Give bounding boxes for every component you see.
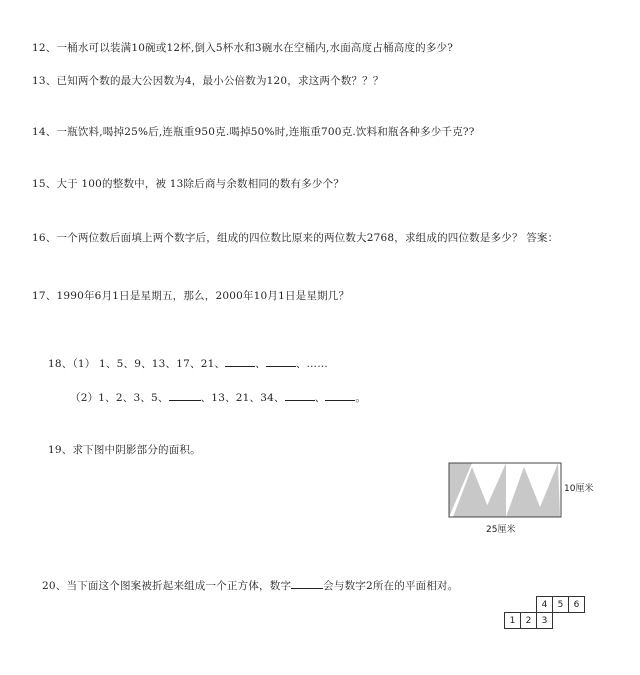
q18-2-sep: 、	[314, 392, 326, 404]
question-16: 16、一个两位数后面填上两个数字后，组成的四位数比原来的两位数大2768，求组成的四位数是多少？ 答案：	[32, 232, 559, 244]
answer-blank[interactable]	[325, 391, 355, 401]
net-cell-1: 1	[504, 612, 521, 629]
net-cell-2: 2	[520, 612, 537, 629]
answer-blank[interactable]	[291, 579, 323, 589]
answer-blank[interactable]	[285, 391, 315, 401]
answer-blank[interactable]	[225, 357, 255, 367]
q20-prefix: 20、当下面这个图案被折起来组成一个正方体，数字	[42, 580, 292, 592]
q18-1-prefix: 18、（1） 1、5、9、13、17、21、	[48, 358, 226, 370]
question-18-part-2	[70, 390, 366, 405]
question-14: 14、一瓶饮料,喝掉25%后,连瓶重950克.喝掉50%时,连瓶重700克.饮料和瓶各种多少千克??	[32, 126, 475, 138]
height-label: 10厘米	[564, 484, 594, 494]
net-cell-4: 4	[536, 596, 553, 613]
question-17: 17、1990年6月1日是星期五，那么，2000年10月1日是星期几？	[32, 290, 350, 302]
question-19: 19、求下图中阴影部分的面积。	[48, 444, 201, 456]
question-12: 12、一桶水可以装满10碗或12杯,倒入5杯水和3碗水在空桶内,水面高度占桶高度的多少?	[32, 42, 454, 54]
width-label: 25厘米	[486, 525, 516, 535]
q18-2-prefix: （2）1、2、3、5、	[70, 392, 169, 404]
question-15: 15、大于 100的整数中，被 13除后商与余数相同的数有多少个？	[32, 178, 345, 190]
question-20	[42, 578, 458, 593]
q18-1-suffix: 、……	[295, 358, 328, 370]
question-18-part-1	[48, 356, 328, 371]
q20-suffix: 会与数字2所在的平面相对。	[323, 580, 459, 592]
net-cell-6: 6	[568, 596, 585, 613]
q18-2-suffix: 。	[355, 392, 367, 404]
cube-net	[498, 596, 598, 636]
answer-blank[interactable]	[169, 391, 201, 401]
q18-2-mid: 、13、21、34、	[200, 392, 285, 404]
q18-1-sep: 、	[255, 358, 266, 370]
shaded-triangles-figure	[448, 462, 568, 520]
net-cell-3: 3	[536, 612, 553, 629]
answer-blank[interactable]	[266, 357, 296, 367]
net-cell-5: 5	[552, 596, 569, 613]
question-13: 13、已知两个数的最大公因数为4，最小公倍数为120，求这两个数？？？	[32, 75, 384, 87]
